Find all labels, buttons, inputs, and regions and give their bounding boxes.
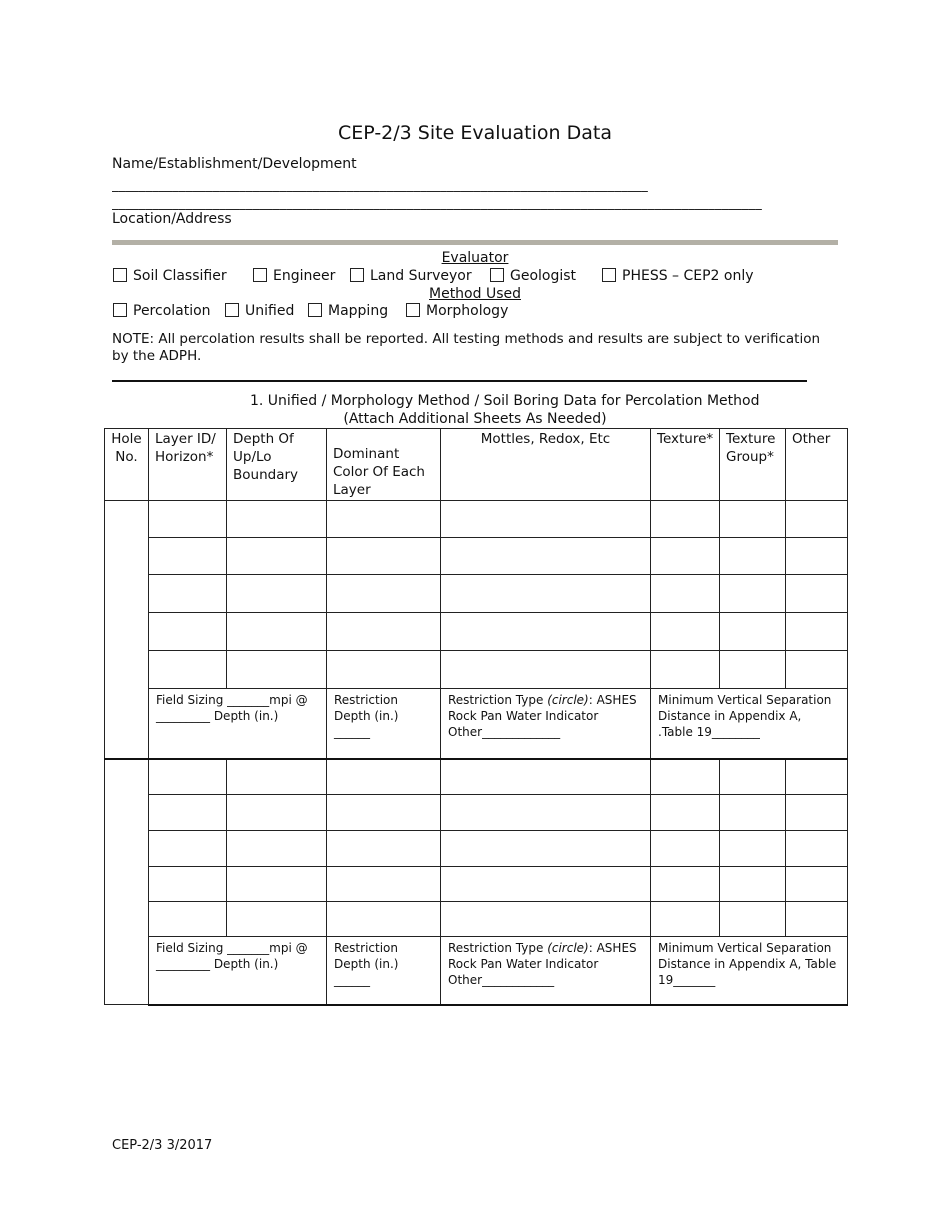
cell[interactable] [227, 759, 327, 795]
evaluator-soil-classifier[interactable]: Soil Classifier [113, 268, 227, 284]
cell[interactable] [227, 613, 327, 651]
cell[interactable] [651, 902, 720, 937]
cell[interactable] [441, 613, 651, 651]
cell[interactable] [720, 867, 786, 902]
header-hole-no: Hole No. [105, 429, 149, 501]
cell[interactable] [149, 831, 227, 867]
method-mapping[interactable]: Mapping [308, 303, 388, 319]
cell[interactable] [149, 867, 227, 902]
method-heading: Method Used [429, 286, 521, 302]
field-sizing-cell[interactable]: Field Sizing _______mpi @ _________ Depth (in.) [149, 689, 327, 759]
table-row [105, 575, 848, 613]
cell[interactable] [327, 538, 441, 575]
table-row [105, 867, 848, 902]
cell[interactable] [786, 867, 848, 902]
cell[interactable] [149, 651, 227, 689]
cell[interactable] [227, 501, 327, 538]
cell[interactable] [786, 831, 848, 867]
cell[interactable] [720, 575, 786, 613]
cell[interactable] [651, 501, 720, 538]
cell[interactable] [327, 831, 441, 867]
method-morphology[interactable]: Morphology [406, 303, 508, 319]
checkbox[interactable] [602, 268, 616, 282]
table-row [105, 538, 848, 575]
cell[interactable] [441, 902, 651, 937]
checkbox[interactable] [253, 268, 267, 282]
cell[interactable] [786, 501, 848, 538]
summary-row [105, 937, 848, 1005]
cell[interactable] [441, 575, 651, 613]
table-row [105, 759, 848, 795]
cell[interactable] [720, 795, 786, 831]
cell[interactable] [786, 795, 848, 831]
cell[interactable] [327, 613, 441, 651]
table-row [105, 902, 848, 937]
name-field-line[interactable]: ________________________________________________________________________________ [112, 178, 648, 193]
cell[interactable] [327, 651, 441, 689]
cell[interactable] [227, 651, 327, 689]
min-vertical-separation-cell[interactable]: Minimum Vertical Separation Distance in Appendix A, Table 19_______ [651, 937, 848, 1005]
cell[interactable] [441, 795, 651, 831]
method-unified[interactable]: Unified [225, 303, 294, 319]
header-dominant-color: Dominant Color Of Each Layer [327, 429, 441, 501]
checkbox[interactable] [406, 303, 420, 317]
cell[interactable] [786, 575, 848, 613]
cell[interactable] [651, 613, 720, 651]
cell[interactable] [651, 538, 720, 575]
cell[interactable] [149, 538, 227, 575]
name-field-line-2[interactable]: _________________________________________________________________________________________________ [112, 196, 762, 211]
cell[interactable] [441, 651, 651, 689]
soil-data-table [104, 428, 848, 1006]
cell[interactable] [786, 651, 848, 689]
section-rule [112, 380, 807, 382]
min-vertical-separation-cell[interactable]: Minimum Vertical Separation Distance in Appendix A, .Table 19________ [651, 689, 848, 759]
table-row [105, 795, 848, 831]
header-depth: Depth Of Up/Lo Boundary [227, 429, 327, 501]
header-layer-id: Layer ID/ Horizon* [149, 429, 227, 501]
cell[interactable] [720, 831, 786, 867]
cell[interactable] [720, 759, 786, 795]
checkbox[interactable] [113, 268, 127, 282]
header-texture: Texture* [651, 429, 720, 501]
cell[interactable] [441, 538, 651, 575]
cell[interactable] [327, 501, 441, 538]
cell[interactable] [651, 795, 720, 831]
table-row [105, 613, 848, 651]
cell[interactable] [149, 902, 227, 937]
name-label: Name/Establishment/Development [112, 156, 357, 172]
cell[interactable] [651, 831, 720, 867]
cell[interactable] [720, 538, 786, 575]
header-mottles: Mottles, Redox, Etc [441, 429, 651, 501]
cell[interactable] [786, 902, 848, 937]
hole-no-cell[interactable] [105, 501, 149, 759]
checkbox[interactable] [225, 303, 239, 317]
evaluator-engineer[interactable]: Engineer [253, 268, 335, 284]
cell[interactable] [227, 575, 327, 613]
cell[interactable] [149, 759, 227, 795]
checkbox[interactable] [308, 303, 322, 317]
restriction-type-cell[interactable]: Restriction Type (circle): ASHES Rock Pan Water Indicator Other_____________ [441, 689, 651, 759]
section-subtitle: (Attach Additional Sheets As Needed) [343, 411, 607, 427]
cell[interactable] [720, 902, 786, 937]
cell[interactable] [441, 867, 651, 902]
table-header-row [105, 429, 848, 501]
cell[interactable] [720, 651, 786, 689]
page-title: CEP-2/3 Site Evaluation Data [338, 122, 612, 144]
checkbox[interactable] [350, 268, 364, 282]
cell[interactable] [227, 795, 327, 831]
restriction-depth-cell[interactable]: Restriction Depth (in.) ______ [327, 937, 441, 1005]
cell[interactable] [227, 831, 327, 867]
cell[interactable] [441, 759, 651, 795]
cell[interactable] [786, 538, 848, 575]
note-text: NOTE: All percolation results shall be reported. All testing methods and results are subject to verification by the ADPH. [112, 331, 821, 364]
cell[interactable] [149, 613, 227, 651]
table-row [105, 831, 848, 867]
cell[interactable] [327, 902, 441, 937]
restriction-depth-cell[interactable]: Restriction Depth (in.) ______ [327, 689, 441, 759]
evaluator-heading: Evaluator [441, 250, 509, 266]
cell[interactable] [786, 613, 848, 651]
section-title: 1. Unified / Morphology Method / Soil Boring Data for Percolation Method [250, 393, 760, 409]
table-row [105, 651, 848, 689]
cell[interactable] [651, 867, 720, 902]
field-sizing-cell[interactable]: Field Sizing _______mpi @ _________ Depth (in.) [149, 937, 327, 1005]
checkbox[interactable] [490, 268, 504, 282]
cell[interactable] [327, 867, 441, 902]
cell[interactable] [227, 902, 327, 937]
footer-form-id: CEP-2/3 3/2017 [112, 1138, 213, 1153]
cell[interactable] [227, 867, 327, 902]
cell[interactable] [720, 613, 786, 651]
location-label: Location/Address [112, 211, 232, 227]
cell[interactable] [720, 501, 786, 538]
summary-row [105, 689, 848, 759]
cell[interactable] [441, 501, 651, 538]
evaluator-land-surveyor[interactable]: Land Surveyor [350, 268, 472, 284]
cell[interactable] [149, 575, 227, 613]
cell[interactable] [786, 759, 848, 795]
cell[interactable] [149, 501, 227, 538]
section-divider [112, 240, 838, 245]
header-texture-group: Texture Group* [720, 429, 786, 501]
cell[interactable] [149, 795, 227, 831]
evaluator-phess[interactable]: PHESS – CEP2 only [602, 268, 754, 284]
cell[interactable] [327, 575, 441, 613]
table-row [105, 501, 848, 538]
checkbox[interactable] [113, 303, 127, 317]
cell[interactable] [327, 795, 441, 831]
cell[interactable] [227, 538, 327, 575]
cell[interactable] [651, 651, 720, 689]
method-percolation[interactable]: Percolation [113, 303, 211, 319]
cell[interactable] [327, 759, 441, 795]
header-other: Other [786, 429, 848, 501]
hole-no-cell[interactable] [105, 759, 149, 1005]
cell[interactable] [651, 759, 720, 795]
cell[interactable] [651, 575, 720, 613]
evaluator-geologist[interactable]: Geologist [490, 268, 576, 284]
cell[interactable] [441, 831, 651, 867]
restriction-type-cell[interactable]: Restriction Type (circle): ASHES Rock Pan Water Indicator Other____________ [441, 937, 651, 1005]
